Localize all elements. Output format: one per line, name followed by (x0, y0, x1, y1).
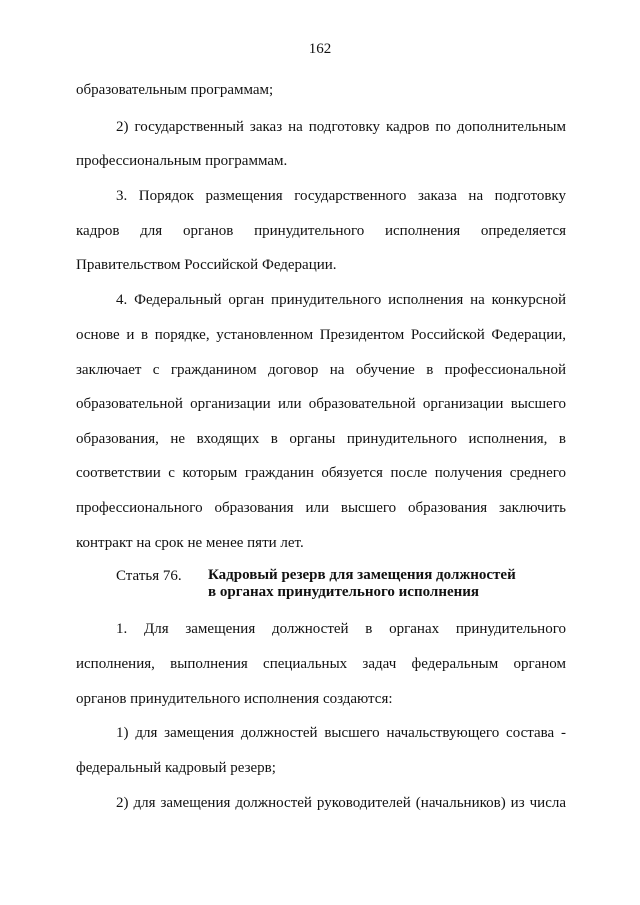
text-line: 2) государственный заказ на подготовку кадров по дополнительным (116, 119, 566, 135)
text-line: основе и в порядке, установленном Президентом Российской Федерации, (76, 327, 566, 343)
text-line: 1) для замещения должностей высшего начальствующего состава - (116, 725, 566, 741)
text-line: 2) для замещения должностей руководителей (начальников) из числа (116, 795, 566, 811)
text-line: 1. Для замещения должностей в органах принудительного (116, 621, 566, 637)
text-line: кадров для органов принудительного исполнения определяется (76, 223, 566, 239)
text-line: органов принудительного исполнения создаются: (76, 691, 393, 707)
article-title-line: в органах принудительного исполнения (208, 584, 480, 600)
text-line: федеральный кадровый резерв; (76, 760, 276, 776)
text-line: соответствии с которым гражданин обязуется после получения среднего (76, 465, 566, 481)
article-label: Статья 76. (116, 568, 182, 584)
text-line: заключает с гражданином договор на обучение в профессиональной (76, 362, 566, 378)
text-line: контракт на срок не менее пяти лет. (76, 535, 304, 551)
text-line: 3. Порядок размещения государственного заказа на подготовку (116, 188, 566, 204)
page-number: 162 (308, 41, 332, 57)
text-line: исполнения, выполнения специальных задач федеральным органом (76, 656, 566, 672)
article-title-line: Кадровый резерв для замещения должностей (208, 567, 516, 583)
text-line: образовательной организации или образовательной организации высшего (76, 396, 566, 412)
text-line: 4. Федеральный орган принудительного исполнения на конкурсной (116, 292, 566, 308)
text-line: образовательным программам; (76, 82, 274, 98)
text-line: профессионального образования или высшего образования заключить (76, 500, 566, 516)
article-title (208, 567, 568, 601)
text-line: профессиональным программам. (76, 153, 288, 169)
text-line: образования, не входящих в органы принудительного исполнения, в (76, 431, 566, 447)
text-line: Правительством Российской Федерации. (76, 257, 337, 273)
